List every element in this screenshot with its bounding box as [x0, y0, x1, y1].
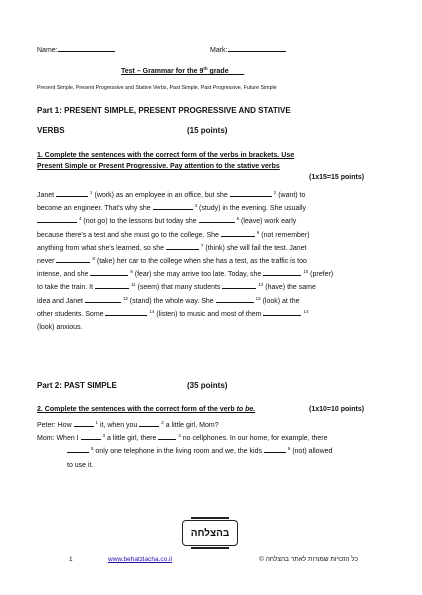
page-subtitle: Present Simple, Present Progressive and Stative Verbs, Past Simple, Past Progressive, Future Simple	[37, 85, 277, 91]
page-number: 1	[69, 556, 73, 563]
answer-blank[interactable]	[67, 445, 89, 453]
mark-field	[210, 44, 286, 57]
answer-blank[interactable]	[263, 308, 301, 316]
part1-heading-cont: VERBS	[37, 126, 65, 135]
answer-blank[interactable]	[105, 308, 147, 316]
answer-blank[interactable]	[56, 189, 88, 197]
part1-instruction-cont: Present Simple or Present Progressive. Pay attention to the stative verbs	[37, 163, 280, 170]
answer-blank[interactable]	[158, 432, 176, 440]
answer-blank[interactable]	[81, 432, 101, 440]
answer-blank[interactable]	[139, 419, 159, 427]
part2-points: (35 points)	[187, 381, 228, 390]
answer-blank[interactable]	[166, 242, 199, 250]
mark-label: Mark:	[210, 47, 228, 54]
page-title: Test – Grammar for the 9th grade	[121, 66, 229, 75]
answer-blank[interactable]	[153, 202, 193, 210]
answer-blank[interactable]	[37, 215, 77, 223]
name-label: Name:	[37, 47, 58, 54]
part1-instruction: 1. Complete the sentences with the correct form of the verbs in brackets. Use	[37, 152, 295, 159]
answer-blank[interactable]	[221, 229, 255, 237]
part1-heading: Part 1: PRESENT SIMPLE, PRESENT PROGRESSIVE AND STATIVE	[37, 106, 291, 115]
answer-blank[interactable]	[74, 419, 94, 427]
part1-exercise-text: Janet $^1$ (work) as an employee in an office, but she $^2$ (want) to become an engineer. That's why she $^3$ (study) in the evening. She usually $^4$ (not go) to the lessons but today she $^5$ (leave) work early because there's a test and she must go to the college. She $^6$ (not remember) anything from what she's learned, so she $^7$ (think) she will fail the test. Janet never $^8$ (take) her car to the college when she has a test, as the traffic is too intense, and she $^9$ (fear) she may arrive too late. Today, she $^{10}$ (prefer) to take the train. It $^{11}$ (seem) that many students $^{12}$ (have) the same idea and Janet $^{12}$ (stand) the whole way. She $^{13}$ (look) at the other students. Some $^{14}$ (listen) to music and most of them $^{14}$ (look) anxious.	[37, 190, 334, 331]
part2-heading: Part 2: PAST SIMPLE	[37, 381, 117, 390]
part2-instruction: 2. Complete the sentences with the correct form of the verb to be.	[37, 406, 256, 413]
part1-points: (15 points)	[187, 126, 228, 135]
answer-blank[interactable]	[95, 281, 129, 289]
answer-blank[interactable]	[216, 295, 254, 303]
mark-blank[interactable]	[228, 44, 286, 52]
part2-exercise-text: Peter: How $^1$ it, when you $^2$ a little girl, Mom? Mom: When I $^3$ a little girl, there $^4$ no cellphones. In our home, for example, there $^5$ only one telephone in the living room and we, the kids $^6$ (not) allowed to use it.	[37, 420, 333, 469]
copyright-notice: כל הזכויות שמורות לאתר בהצלחה ©	[259, 556, 358, 563]
answer-blank[interactable]	[222, 281, 256, 289]
answer-blank[interactable]	[230, 189, 272, 197]
answer-blank[interactable]	[263, 268, 301, 276]
answer-blank[interactable]	[56, 255, 90, 263]
answer-blank[interactable]	[85, 295, 121, 303]
part2-score: (1x10=10 points)	[309, 406, 365, 413]
name-field	[37, 44, 115, 57]
website-link[interactable]: www.behatzlacha.co.il	[108, 556, 172, 563]
part1-score: (1x15=15 points)	[309, 174, 365, 181]
behatzlacha-logo: בהצלחה	[182, 520, 238, 546]
name-blank[interactable]	[58, 44, 115, 52]
answer-blank[interactable]	[90, 268, 128, 276]
answer-blank[interactable]	[199, 215, 235, 223]
answer-blank[interactable]	[264, 445, 286, 453]
